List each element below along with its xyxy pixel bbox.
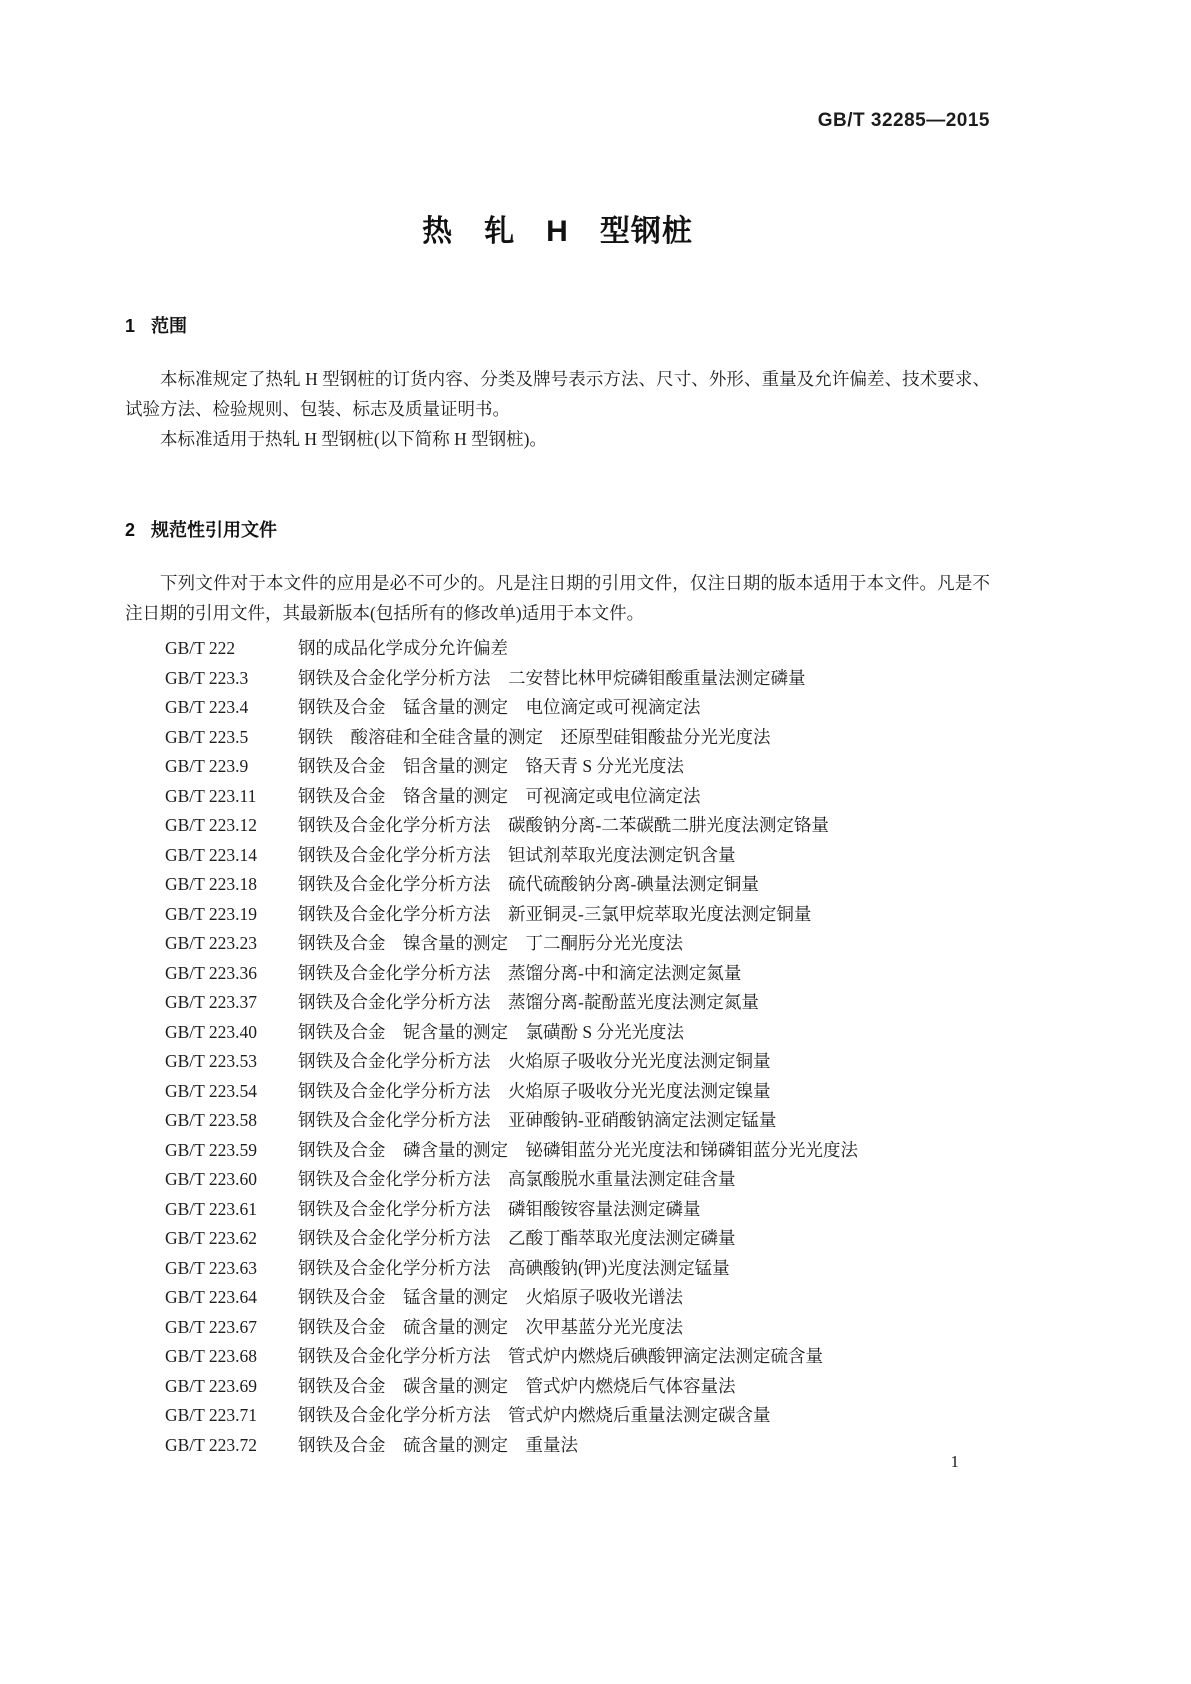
- reference-item: [165, 782, 990, 812]
- reference-code: GB/T 223.11: [165, 785, 257, 806]
- reference-desc: 钢铁及合金化学分析方法 乙酸丁酯萃取光度法测定磷量: [298, 1228, 736, 1248]
- reference-desc: 钢铁及合金化学分析方法 硫代硫酸钠分离-碘量法测定铜量: [298, 874, 759, 894]
- reference-desc: 钢铁及合金 锰含量的测定 火焰原子吸收光谱法: [298, 1287, 683, 1307]
- reference-code: GB/T 223.64: [165, 1287, 258, 1307]
- reference-item: [165, 900, 990, 930]
- reference-item: [165, 1342, 990, 1372]
- reference-code: GB/T 223.54: [165, 1080, 258, 1101]
- reference-item: [165, 1018, 990, 1048]
- references-list: [125, 634, 990, 1460]
- reference-item: [165, 841, 990, 871]
- reference-desc: 钢铁及合金 铌含量的测定 氯磺酚 S 分光光度法: [298, 1021, 684, 1042]
- section-2-title: 规范性引用文件: [151, 520, 278, 540]
- reference-desc: 钢铁及合金 镍含量的测定 丁二酮肟分光光度法: [298, 933, 683, 953]
- reference-code: GB/T 223.53: [165, 1051, 258, 1071]
- doc-title: 热 轧 H 型钢桩: [422, 215, 693, 248]
- reference-desc: 钢铁及合金化学分析方法 高碘酸钠(钾)光度法测定锰量: [298, 1257, 730, 1278]
- reference-item: [165, 1401, 990, 1431]
- reference-code: GB/T 223.3: [165, 667, 249, 688]
- reference-item: [165, 664, 990, 694]
- reference-code: GB/T 223.4: [165, 697, 249, 717]
- reference-code: GB/T 223.9: [165, 756, 249, 776]
- reference-code: GB/T 223.61: [165, 1198, 258, 1219]
- reference-code: GB/T 223.72: [165, 1434, 258, 1455]
- reference-desc: 钢铁及合金化学分析方法 新亚铜灵-三氯甲烷萃取光度法测定铜量: [298, 903, 812, 924]
- reference-item: [165, 811, 990, 841]
- reference-desc: 钢铁及合金化学分析方法 高氯酸脱水重量法测定硅含量: [298, 1169, 736, 1189]
- reference-desc: 钢的成品化学成分允许偏差: [298, 638, 508, 658]
- reference-item: [165, 752, 990, 782]
- reference-item: [165, 1195, 990, 1225]
- reference-code: GB/T 223.67: [165, 1316, 258, 1337]
- reference-item: [165, 1077, 990, 1107]
- reference-code: GB/T 223.63: [165, 1257, 258, 1278]
- reference-desc: 钢铁 酸溶硅和全硅含量的测定 还原型硅钼酸盐分光光度法: [298, 726, 771, 747]
- reference-desc: 钢铁及合金化学分析方法 磷钼酸铵容量法测定磷量: [298, 1198, 701, 1219]
- reference-item: [165, 1106, 990, 1136]
- reference-item: [165, 634, 990, 664]
- reference-item: [165, 1372, 990, 1402]
- reference-desc: 钢铁及合金 磷含量的测定 铋磷钼蓝分光光度法和锑磷钼蓝分光光度法: [298, 1139, 858, 1160]
- section-2-heading: [125, 516, 990, 542]
- reference-item: [165, 1313, 990, 1343]
- reference-desc: 钢铁及合金化学分析方法 二安替比林甲烷磷钼酸重量法测定磷量: [298, 667, 806, 688]
- reference-desc: 钢铁及合金 铝含量的测定 铬天青 S 分光光度法: [298, 756, 684, 776]
- reference-code: GB/T 223.40: [165, 1021, 258, 1042]
- section-2-number: 2: [125, 520, 136, 540]
- reference-code: GB/T 223.71: [165, 1405, 258, 1425]
- reference-desc: 钢铁及合金 硫含量的测定 重量法: [298, 1434, 578, 1455]
- reference-code: GB/T 223.60: [165, 1169, 258, 1189]
- reference-item: [165, 1283, 990, 1313]
- reference-item: [165, 1254, 990, 1284]
- reference-code: GB/T 223.14: [165, 844, 258, 865]
- reference-desc: 钢铁及合金化学分析方法 管式炉内燃烧后碘酸钾滴定法测定硫含量: [298, 1346, 823, 1366]
- reference-code: GB/T 222: [165, 638, 236, 658]
- reference-code: GB/T 223.19: [165, 903, 258, 924]
- reference-desc: 钢铁及合金 锰含量的测定 电位滴定或可视滴定法: [298, 697, 701, 717]
- reference-item: [165, 1165, 990, 1195]
- reference-desc: 钢铁及合金化学分析方法 火焰原子吸收分光光度法测定铜量: [298, 1051, 771, 1071]
- reference-item: [165, 1431, 990, 1461]
- reference-code: GB/T 223.18: [165, 874, 258, 894]
- reference-code: GB/T 223.59: [165, 1139, 258, 1160]
- page-number: 1: [950, 1452, 959, 1471]
- reference-code: GB/T 223.5: [165, 726, 249, 747]
- reference-item: [165, 693, 990, 723]
- reference-item: [165, 959, 990, 989]
- reference-item: [165, 1136, 990, 1166]
- reference-item: [165, 870, 990, 900]
- reference-item: [165, 988, 990, 1018]
- scope-paragraph-1: 本标准规定了热轧 H 型钢桩的订货内容、分类及牌号表示方法、尺寸、外形、重量及允许偏差、技术要求、试验方法、检验规则、包装、标志及质量证明书。: [125, 369, 990, 419]
- reference-desc: 钢铁及合金化学分析方法 钽试剂萃取光度法测定钒含量: [298, 844, 736, 865]
- reference-desc: 钢铁及合金化学分析方法 蒸馏分离-靛酚蓝光度法测定氮量: [298, 992, 759, 1012]
- reference-desc: 钢铁及合金化学分析方法 管式炉内燃烧后重量法测定碳含量: [298, 1405, 771, 1425]
- reference-desc: 钢铁及合金化学分析方法 火焰原子吸收分光光度法测定镍量: [298, 1080, 771, 1101]
- reference-desc: 钢铁及合金 硫含量的测定 次甲基蓝分光光度法: [298, 1316, 683, 1337]
- reference-code: GB/T 223.36: [165, 962, 258, 983]
- reference-desc: 钢铁及合金 碳含量的测定 管式炉内燃烧后气体容量法: [298, 1375, 736, 1396]
- reference-code: GB/T 223.69: [165, 1375, 258, 1396]
- reference-code: GB/T 223.37: [165, 992, 258, 1012]
- scope-paragraph-2: 本标准适用于热轧 H 型钢桩(以下简称 H 型钢桩)。: [160, 429, 547, 449]
- reference-desc: 钢铁及合金 铬含量的测定 可视滴定或电位滴定法: [298, 785, 701, 806]
- doc-number: GB/T 32285—2015: [817, 110, 990, 131]
- reference-item: [165, 1224, 990, 1254]
- reference-desc: 钢铁及合金化学分析方法 亚砷酸钠-亚硝酸钠滴定法测定锰量: [298, 1110, 777, 1130]
- reference-code: GB/T 223.62: [165, 1228, 258, 1248]
- reference-desc: 钢铁及合金化学分析方法 蒸馏分离-中和滴定法测定氮量: [298, 962, 742, 983]
- section-1-number: 1: [125, 316, 136, 336]
- reference-code: GB/T 223.68: [165, 1346, 258, 1366]
- section-1-title: 范围: [151, 316, 188, 336]
- reference-item: [165, 929, 990, 959]
- references-intro: 下列文件对于本文件的应用是必不可少的。凡是注日期的引用文件，仅注日期的版本适用于本文件。凡是不注日期的引用文件，其最新版本(包括所有的修改单)适用于本文件。: [125, 573, 990, 623]
- section-1-heading: [125, 312, 990, 338]
- reference-code: GB/T 223.23: [165, 933, 258, 953]
- reference-code: GB/T 223.12: [165, 815, 258, 835]
- reference-item: [165, 723, 990, 753]
- reference-item: [165, 1047, 990, 1077]
- reference-desc: 钢铁及合金化学分析方法 碳酸钠分离-二苯碳酰二肼光度法测定铬量: [298, 815, 829, 835]
- reference-code: GB/T 223.58: [165, 1110, 258, 1130]
